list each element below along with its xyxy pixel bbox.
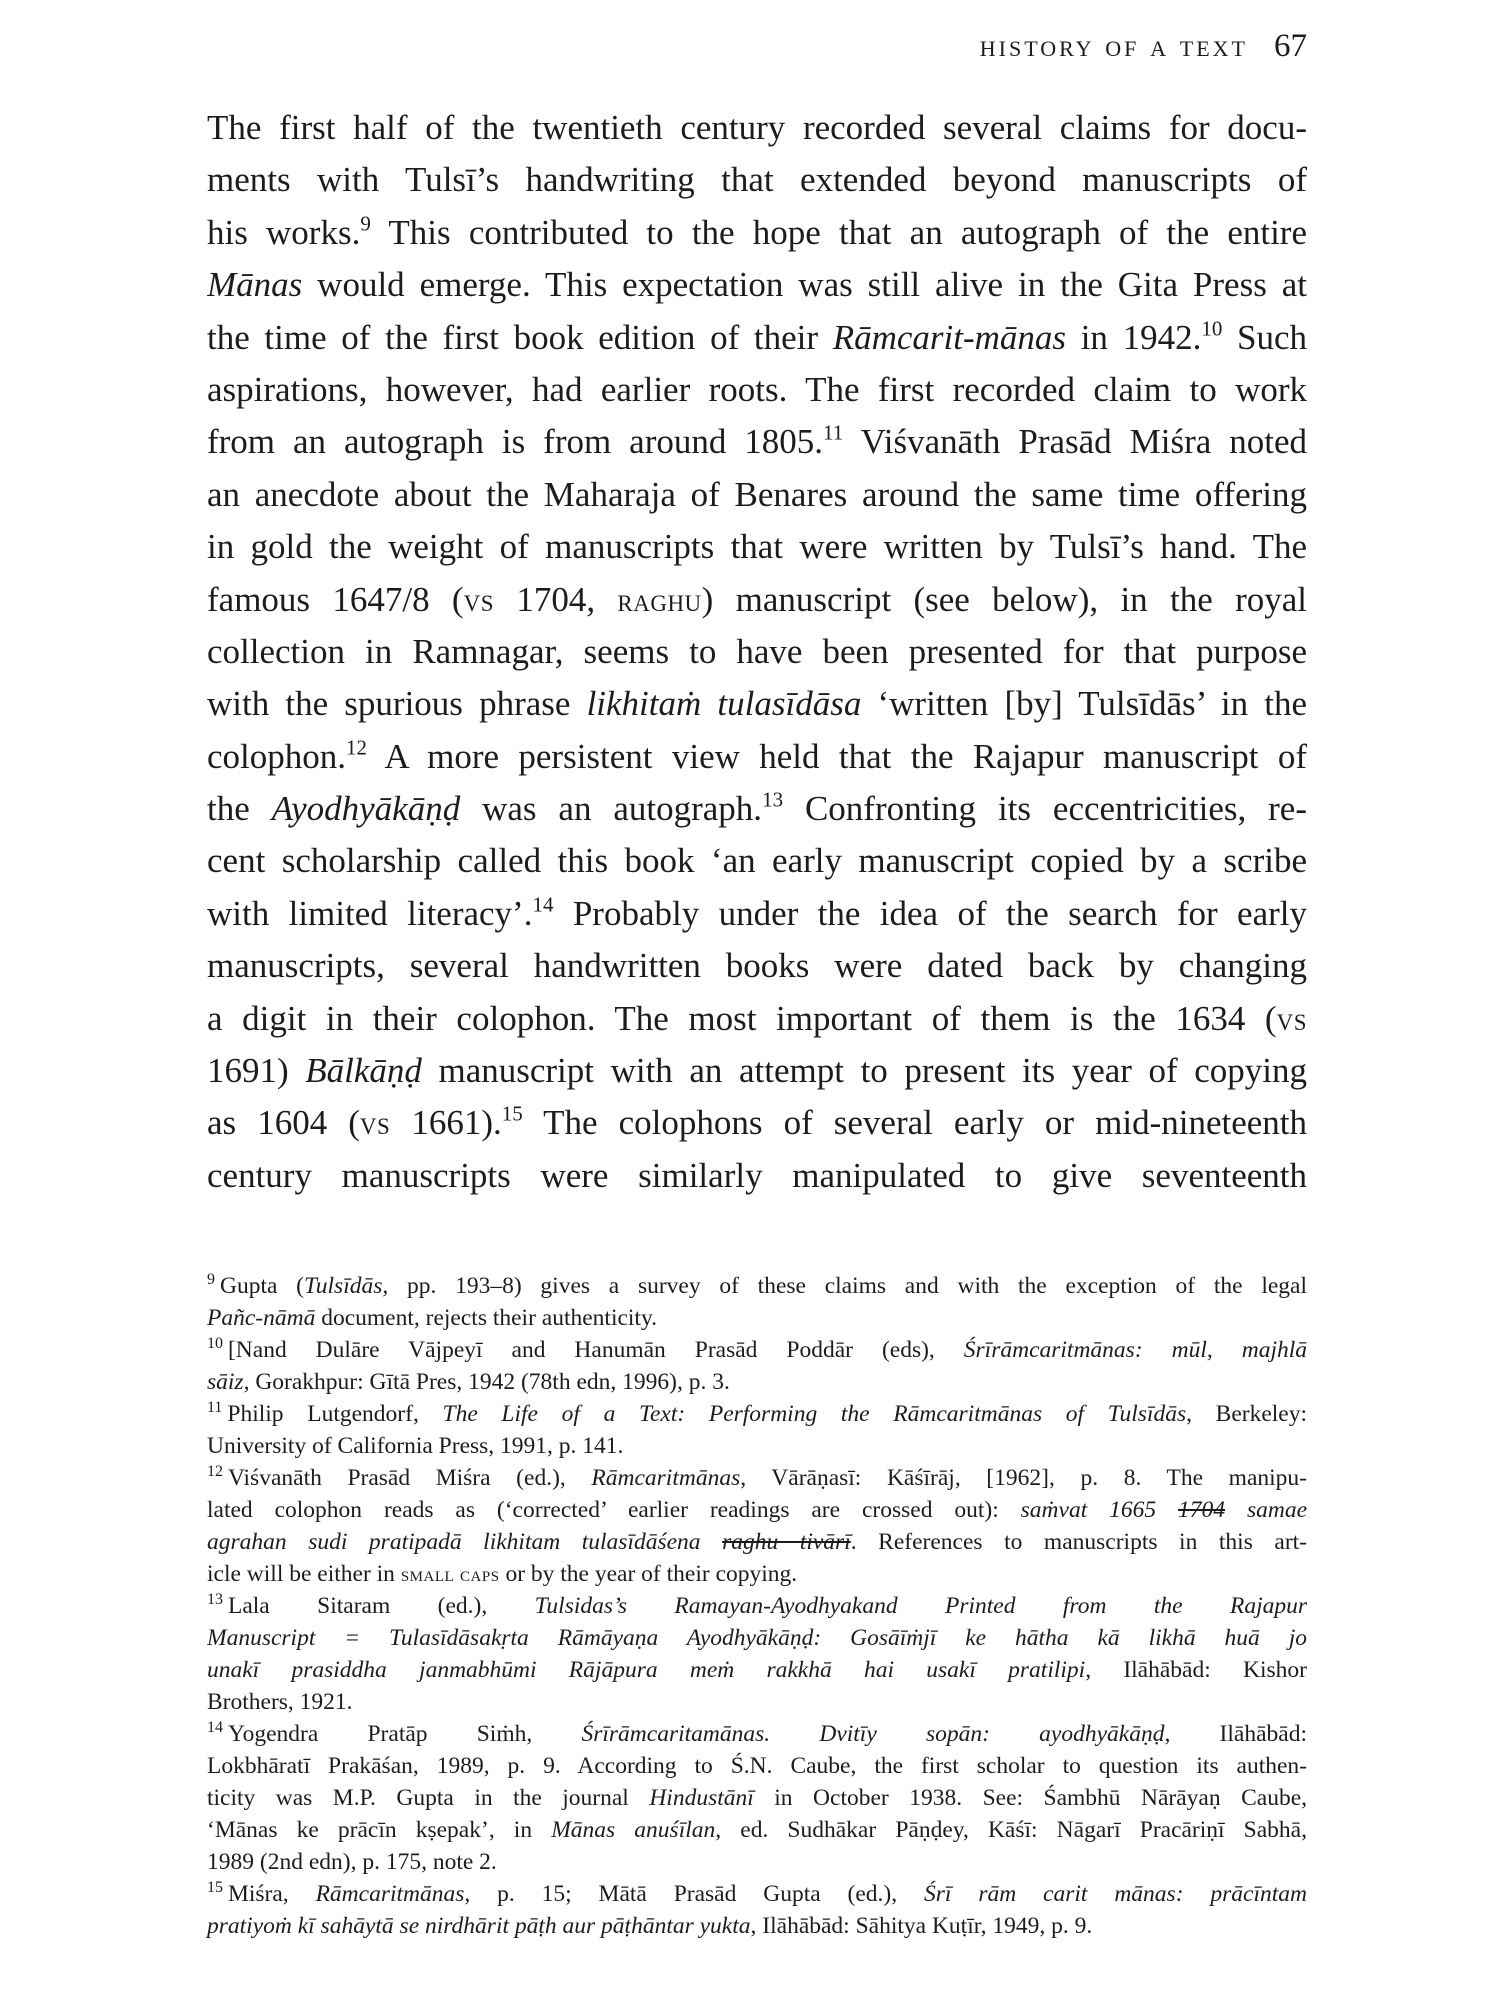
body-line: his works.$^9$ This contributed to the hope that an autograph of the entire [207,211,1307,252]
footnote-number: 9 [207,1271,215,1289]
body-line: collection in Ramnagar, seems to have been presented for that purpose [207,631,1307,671]
footnote-ref: 13 [762,787,784,812]
footnote-ref: 11 [823,420,844,445]
footnote-14: $^{14}$ Yogendra Pratāp Siṁh, Śrīrāmcaritamānas. Dvitīy sopān: ayodhyākāṇḍ, Ilāhābād: Lokbhāratī Prakāśan, 1989, p. 9. According to Ś.N. Caube, the first scholar to question its authen- ticity was M.P. Gupta in the journal Hindustānī in October 1938. See: Śambhū Nārāyaṇ Caube, ‘Mānas ke prācīn kṣepak’, in Mānas anuśīlan, ed. Sudhākar Pāṇḍey, Kāśī: Nāgarī Pracāriṇī Sabhā, 1989 (2nd edn), p. 175, note 2. [207,1719,1307,1875]
body-line: The first half of the twentieth century recorded several claims for docu- [207,108,1307,147]
footnote-number: 12 [207,1463,223,1481]
running-head [207,26,1307,67]
body-line: cent scholarship called this book ‘an early manuscript copied by a scribe [207,841,1307,881]
footnote-ref: 12 [346,735,368,760]
struck-reading: 1704 [1178,1497,1226,1523]
footnote-number: 14 [207,1719,223,1737]
running-head-title: history of a text [979,28,1248,63]
body-line: colophon.$^{12}$ A more persistent view held that the Rajapur manuscript of [207,735,1307,776]
footnote-15: $^{15}$ Miśra, Rāmcaritmānas, p. 15; Mātā Prasād Gupta (ed.), Śrī rām carit mānas: prācīntam pratiyoṁ kī sahāytā se nirdhārit pāṭh aur pāṭhāntar yukta, Ilāhābād: Sāhitya Kuṭīr, 1949, p. 9. [207,1879,1307,1939]
body-line: an anecdote about the Maharaja of Benares around the same time offering [207,474,1307,514]
body-line: century manuscripts were similarly manipulated to give seventeenth [207,1155,1307,1195]
body-line: the time of the first book edition of their Rāmcarit-mānas in 1942.10 Such [207,315,1307,357]
footnote-ref: 10 [1201,315,1223,340]
body-line: a digit in their colophon. The most important of them is the 1634 (vs [207,998,1307,1038]
struck-reading: raghu tivārī [722,1529,851,1555]
body-line: the Ayodhyākāṇḍ was an autograph.$^{13}$ Confronting its eccentricities, re- [207,787,1307,829]
footnote-10: $^{10}$ [Nand Dulāre Vājpeyī and Hanumān Prasād Poddār (eds), Śrīrāmcaritmānas: mūl, majhlā sāiz, Gorakhpur: Gītā Pres, 1942 (78th edn, 1996), p. 3. [207,1335,1307,1395]
body-line: Mānas would emerge. This expectation was still alive in the Gita Press at [207,265,1307,305]
footnote-12: $^{12}$ Viśvanāth Prasād Miśra (ed.), Rāmcaritmānas, Vārāṇasī: Kāśīrāj, [1962], p. 8. The manipu- lated colophon reads as (‘corrected’ earlier readings are crossed out): saṁvat 1665 1704 samae agrahan sudi pratipadā likhitam tulasīdāśena raghu tivārī. References to manuscripts in this art- icle will be either in small caps or by the year of their copying. [207,1463,1307,1587]
body-paragraph [207,102,1307,1202]
footnote-number: 10 [207,1335,223,1353]
body-line: with the spurious phrase likhitaṁ tulasīdāsa ‘written [by] Tulsīdās’ in the [207,684,1307,724]
body-line: ments with Tulsī’s handwriting that extended beyond manuscripts of [207,160,1307,200]
footnote-11: $^{11}$ Philip Lutgendorf, The Life of a Text: Performing the Rāmcaritmānas of Tulsīdās, Berkeley: University of California Press, 1991, p. 141. [207,1399,1307,1459]
body-line: famous 1647/8 (vs 1704, raghu) manuscript (see below), in the royal [207,579,1307,619]
footnotes [207,1270,1307,1942]
body-line: aspirations, however, had earlier roots. The first recorded claim to work [207,369,1307,409]
footnote-number: 15 [207,1879,223,1897]
footnote-ref: 9 [360,211,371,236]
footnote-number: 11 [207,1399,223,1417]
body-line: as 1604 (vs 1661).$^{15}$ The colophons of several early or mid-nineteenth [207,1101,1307,1143]
page-number: 67 [1274,28,1307,64]
footnote-9: $^9$ Gupta (Tulsīdās, pp. 193–8) gives a survey of these claims and with the exception of the legal Pañc-nāmā document, rejects their authenticity. [207,1271,1307,1331]
body-line: in gold the weight of manuscripts that were written by Tulsī’s hand. The [207,527,1307,567]
footnote-13: $^{13}$ Lala Sitaram (ed.), Tulsidas’s Ramayan-Ayodhyakand Printed from the Rajapur Manuscript = Tulasīdāsakṛta Rāmāyaṇa Ayodhyākāṇḍ: Gosāīṁjī ke hātha kā likhā huā jo unakī prasiddha janmabhūmi Rājāpura meṁ rakkhā hai usakī pratilipi, Ilāhābād: Kishor Brothers, 1921. [207,1591,1307,1715]
body-line: manuscripts, several handwritten books were dated back by changing [207,946,1307,986]
footnote-ref: 14 [532,892,554,917]
footnote-number: 13 [207,1591,223,1609]
body-line: with limited literacy’.$^{14}$ Probably under the idea of the search for early [207,892,1307,933]
body-line: from an autograph is from around 1805.11 Viśvanāth Prasād Miśra noted [207,420,1307,462]
body-line: 1691) Bālkāṇḍ manuscript with an attempt to present its year of copying [207,1051,1307,1091]
footnote-ref: 15 [501,1101,523,1126]
